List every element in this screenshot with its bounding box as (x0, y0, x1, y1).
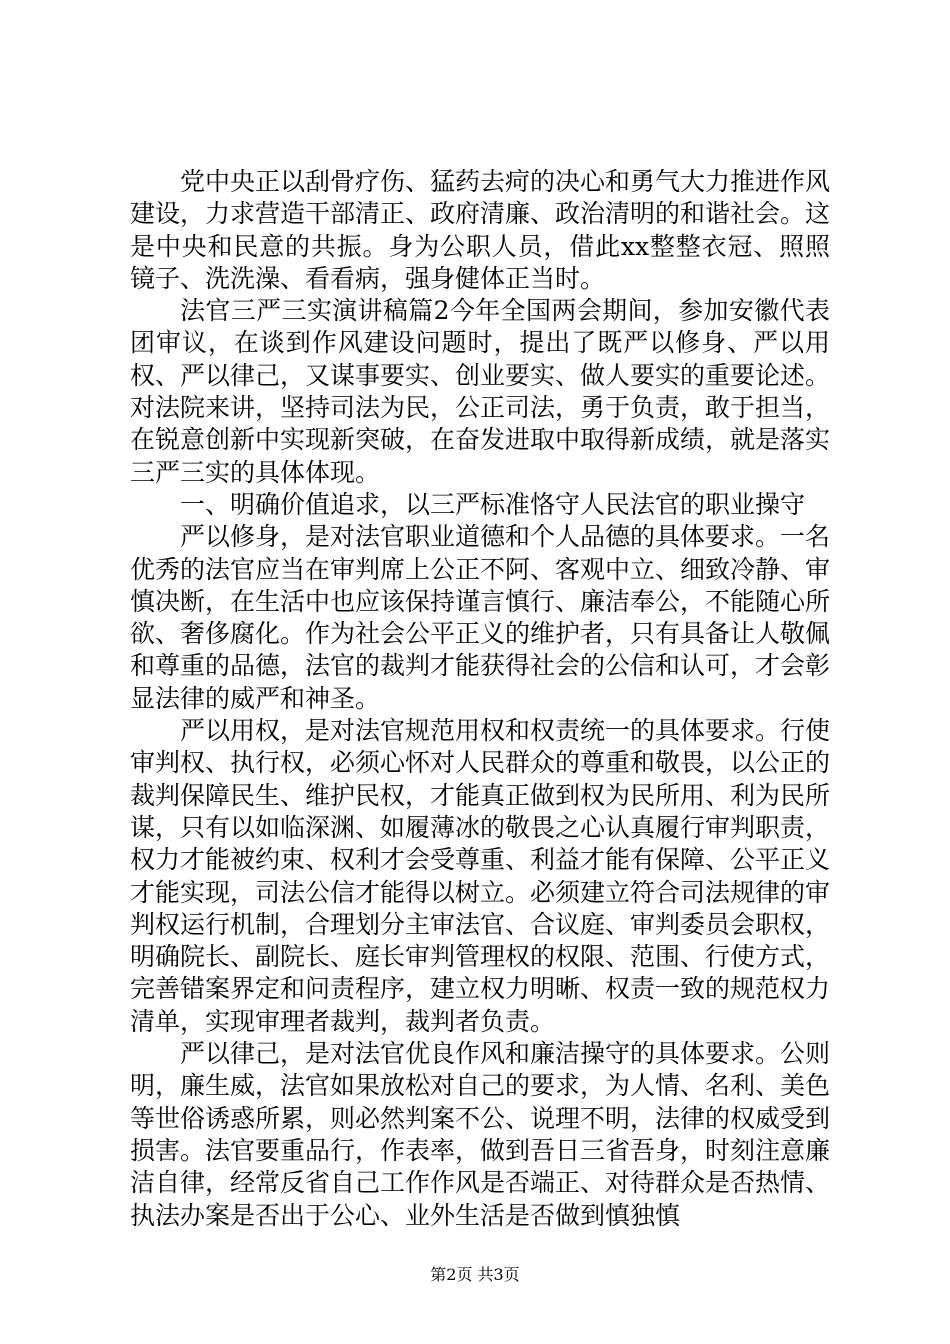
body-text (130, 166, 830, 1232)
paragraph-1: 党中央正以刮骨疗伤、猛药去疴的决心和勇气大力推进作风建设，力求营造干部清正、政府清廉、政治清明的和谐社会。这是中央和民意的共振。身为公职人员，借此xx整整衣冠、照照镜子、洗洗澡、看看病，强身健体正当时。 (130, 167, 831, 293)
section-heading: 一、明确价值追求，以三严标准恪守人民法官的职业操守 (180, 489, 806, 519)
page-number-footer: 第2页 共3页 (430, 1265, 520, 1284)
paragraph-4: 严以用权，是对法官规范用权和权责统一的具体要求。行使审判权、执行权，必须心怀对人民群众的尊重和敬畏，以公正的裁判保障民生、维护民权，才能真正做到权为民所用、利为民所谋，只有以如临深渊、如履薄冰的敬畏之心认真履行审判职责，权力才能被约束、权利才会受尊重、利益才能有保障、公平正义才能实现，司法公信才能得以树立。必须建立符合司法规律的审判权运行机制，合理划分主审法官、合议庭、审判委员会职权，明确院长、副院长、庭长审判管理权的权限、范围、行使方式，完善错案界定和问责程序，建立权力明晰、权责一致的规范权力清单，实现审理者裁判，裁判者负责。 (130, 716, 831, 1036)
paragraph-2: 法官三严三实演讲稿篇2今年全国两会期间，参加安徽代表团审议，在谈到作风建设问题时，提出了既严以修身、严以用权、严以律己，又谋事要实、创业要实、做人要实的重要论述。对法院来讲，坚持司法为民，公正司法，勇于负责，敢于担当，在锐意创新中实现新突破，在奋发进取中取得新成绩，就是落实三严三实的具体体现。 (130, 296, 831, 487)
paragraph-3: 严以修身，是对法官职业道德和个人品德的具体要求。一名优秀的法官应当在审判席上公正不阿、客观中立、细致冷静、审慎决断，在生活中也应该保持谨言慎行、廉洁奉公，不能随心所欲、奢侈腐化。作为社会公平正义的维护者，只有具备让人敬佩和尊重的品德，法官的裁判才能获得社会的公信和认可，才会彰显法律的威严和神圣。 (130, 522, 831, 713)
paragraph-5: 严以律己，是对法官优良作风和廉洁操守的具体要求。公则明，廉生威，法官如果放松对自己的要求，为人情、名利、美色等世俗诱惑所累，则必然判案不公、说理不明，法律的权威受到损害。法官要重品行，作表率，做到吾日三省吾身，时刻注意廉洁自律，经常反省自己工作作风是否端正、对待群众是否热情、执法办案是否出于公心、业外生活是否做到慎独慎 (130, 1039, 831, 1230)
